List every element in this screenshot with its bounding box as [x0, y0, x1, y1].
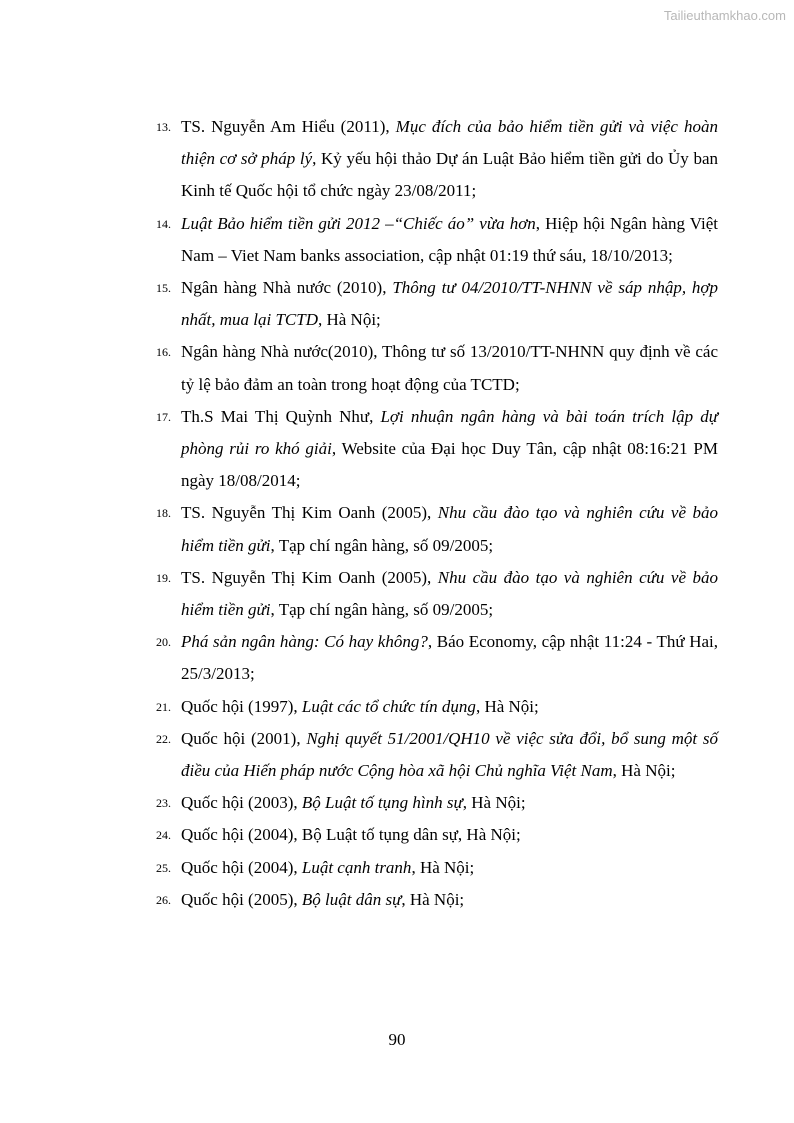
reference-title: Nhu cầu đào tạo và nghiên cứu về bảo hiểm tiền gửi — [181, 503, 718, 555]
reference-text — [181, 852, 718, 884]
reference-text — [181, 562, 718, 626]
reference-item — [0, 272, 794, 336]
reference-detail: , Hà Nội; — [401, 889, 465, 909]
reference-detail: , Hà Nội; — [612, 761, 676, 781]
reference-number: 19. — [156, 570, 171, 585]
reference-text — [181, 336, 718, 400]
reference-number: 24. — [156, 828, 171, 843]
reference-detail: , Website của Đại học Duy Tân, cập nhật 08:16:21 PM ngày 18/08/2014; — [181, 439, 718, 491]
reference-detail: , Hà Nội; — [462, 793, 526, 813]
reference-text — [181, 208, 718, 272]
reference-text — [181, 819, 718, 851]
reference-detail: , Tạp chí ngân hàng, số 09/2005; — [270, 535, 494, 555]
reference-number: 16. — [156, 345, 171, 360]
reference-item — [0, 787, 794, 819]
reference-item — [0, 723, 794, 787]
reference-detail: Quốc hội (2001), — [181, 728, 307, 748]
reference-detail: Th.S Mai Thị Quỳnh Như, — [181, 406, 381, 426]
reference-number: 17. — [156, 409, 171, 424]
reference-item — [0, 208, 794, 272]
reference-number: 25. — [156, 860, 171, 875]
reference-detail: Quốc hội (2005), — [181, 889, 302, 909]
reference-detail: , Kỷ yếu hội thảo Dự án Luật Bảo hiểm tiền gửi do Ủy ban Kinh tế Quốc hội tổ chức ngày 23/08/2011; — [181, 149, 718, 201]
reference-detail: TS. Nguyễn Thị Kim Oanh (2005), — [181, 503, 438, 523]
reference-detail: , Tạp chí ngân hàng, số 09/2005; — [270, 600, 494, 620]
reference-text — [181, 626, 718, 690]
reference-item — [0, 852, 794, 884]
page-number: 90 — [388, 1030, 406, 1049]
reference-title: Phá sản ngân hàng: Có hay không? — [181, 632, 428, 652]
reference-detail: Quốc hội (1997), — [181, 696, 302, 716]
reference-item — [0, 819, 794, 851]
reference-detail: TS. Nguyễn Am Hiểu (2011), — [181, 117, 396, 136]
reference-detail: Ngân hàng Nhà nước(2010), Thông tư số 13/2010/TT-NHNN quy định về các tỷ lệ bảo đảm an toàn trong hoạt động của TCTD; — [181, 342, 718, 394]
reference-item — [0, 562, 794, 626]
reference-detail: Quốc hội (2004), Bộ Luật tố tụng dân sự, Hà Nội; — [181, 825, 521, 845]
reference-text — [181, 111, 718, 208]
reference-item — [0, 691, 794, 723]
reference-detail: , Hà Nội; — [411, 857, 475, 877]
reference-detail: , Hà Nội; — [317, 310, 381, 330]
reference-item — [0, 336, 794, 400]
reference-list — [0, 111, 794, 916]
reference-title: Nghị quyết 51/2001/QH10 về việc sửa đổi, bổ sung một số điều của Hiến pháp nước Cộng hòa xã hội Chủ nghĩa Việt Nam — [181, 728, 719, 781]
reference-text — [181, 787, 718, 819]
reference-title: Luật Bảo hiểm tiền gửi 2012 –“Chiếc áo” vừa hơn — [181, 213, 536, 233]
reference-item — [0, 111, 794, 208]
reference-detail: TS. Nguyễn Thị Kim Oanh (2005), — [181, 567, 438, 587]
reference-title: Luật cạnh tranh — [301, 857, 412, 877]
reference-text — [181, 691, 718, 723]
reference-title: Bộ Luật tố tụng hình sự — [301, 793, 463, 813]
reference-text — [181, 884, 718, 916]
reference-title: Mục đích của bảo hiểm tiền gửi và việc hoàn thiện cơ sở pháp lý — [181, 117, 718, 169]
watermark-text: Tailieuthamkhao.com — [663, 8, 786, 23]
reference-number: 13. — [156, 120, 171, 134]
reference-detail: , Báo Economy, cập nhật 11:24 - Thứ Hai, 25/3/2013; — [181, 632, 719, 684]
reference-text — [181, 401, 718, 498]
reference-number: 21. — [156, 699, 171, 714]
reference-detail: Ngân hàng Nhà nước (2010), — [181, 278, 393, 298]
reference-detail: Quốc hội (2004), — [181, 857, 302, 877]
reference-item — [0, 497, 794, 561]
reference-item — [0, 401, 794, 498]
reference-text — [181, 272, 718, 336]
reference-title: Thông tư 04/2010/TT-NHNN về sáp nhập, hợp nhất, mua lại TCTD — [181, 278, 718, 330]
reference-text — [181, 723, 718, 787]
reference-number: 15. — [156, 281, 171, 296]
reference-title: Nhu cầu đào tạo và nghiên cứu về bảo hiểm tiền gửi — [181, 567, 718, 620]
reference-number: 20. — [156, 635, 171, 650]
reference-number: 26. — [156, 892, 171, 907]
reference-title: Lợi nhuận ngân hàng và bài toán trích lập dự phòng rủi ro khó giải — [181, 406, 718, 459]
reference-text — [181, 497, 718, 561]
reference-title: Bộ luật dân sự — [301, 889, 402, 909]
reference-item — [0, 626, 794, 690]
reference-detail: , Hà Nội; — [475, 696, 539, 716]
reference-number: 22. — [156, 731, 171, 746]
reference-detail: Quốc hội (2003), — [181, 793, 302, 813]
reference-title: Luật các tổ chức tín dụng — [301, 696, 476, 716]
reference-number: 14. — [156, 216, 171, 231]
reference-number: 18. — [156, 506, 171, 521]
reference-number: 23. — [156, 796, 171, 811]
reference-detail: , Hiệp hội Ngân hàng Việt Nam – Viet Nam banks association, cập nhật 01:19 thứ sáu, 18/10/2013; — [181, 213, 719, 265]
reference-item — [0, 884, 794, 916]
